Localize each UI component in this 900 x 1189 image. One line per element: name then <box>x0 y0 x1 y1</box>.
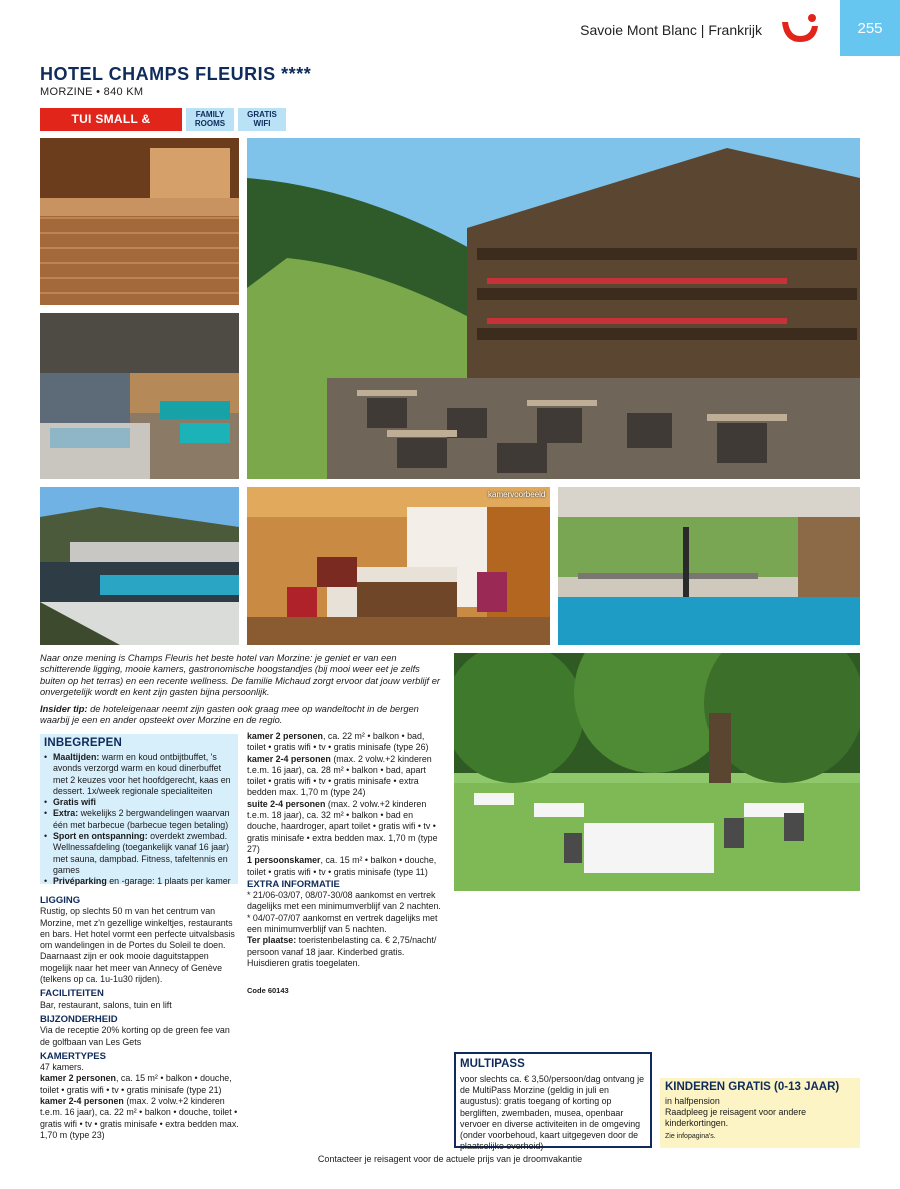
left-column <box>40 895 240 1141</box>
indoor-pool-photo <box>558 487 860 645</box>
list-item <box>44 752 236 797</box>
item-label: Sport en ontspanning: <box>53 831 148 842</box>
hotel-title: HOTEL CHAMPS FLEURIS **** <box>40 64 312 84</box>
room-text: (max. 2 volw.+2 kinderen t.e.m. 16 jaar), ca. 22 m² • balkon • douche, toilet • gratis wifi • tv • gratis minisafe • extra bedden max. 1,70 m (type 23) <box>40 1096 239 1140</box>
room-type <box>247 754 445 799</box>
ligging-title: LIGGING <box>40 895 81 906</box>
kids-free-box <box>660 1078 860 1148</box>
room-type <box>247 799 445 855</box>
kamertypes-count: 47 kamers. <box>40 1062 84 1073</box>
badge-line: ROOMS <box>194 119 226 128</box>
insider-label: Insider tip: <box>40 704 88 714</box>
tax-label: Ter plaatse: <box>247 935 297 946</box>
room-type <box>40 1073 240 1096</box>
included-title: INBEGREPEN <box>44 737 123 749</box>
list-item <box>44 876 236 887</box>
room-type <box>247 731 445 754</box>
room-name: 1 persoonskamer <box>247 855 321 866</box>
tourist-tax <box>247 935 445 969</box>
room-name: kamer 2-4 personen <box>247 753 331 764</box>
extra-info-line: * 21/06-03/07, 08/07-30/08 aankomst en vertrek dagelijks met een minimumverblijf van 2 nachten. <box>247 890 441 912</box>
room-type <box>247 855 445 878</box>
list-item <box>44 797 236 808</box>
garden-restaurant-photo <box>454 653 860 891</box>
room-name: kamer 2 personen <box>247 731 323 741</box>
room-text: (max. 2 volw.+2 kinderen t.e.m. 18 jaar), ca. 32 m² • balkon • bad en douche, haardroger, apart toilet • gratis wifi • tv • gratis minisafe • extra bedden max. 1,70 m (type 27) <box>247 798 438 854</box>
family-rooms-badge <box>186 108 234 131</box>
bedroom-photo <box>247 487 550 645</box>
faciliteiten-text: Bar, restaurant, salons, tuin en lift <box>40 999 172 1010</box>
wellness-lounge-photo <box>40 313 239 479</box>
photo-caption: kamervoorbeeld <box>488 490 546 499</box>
item-text: en -garage: 1 plaats per kamer <box>106 876 231 887</box>
included-list <box>44 752 236 888</box>
kamertypes-title: KAMERTYPES <box>40 1050 106 1062</box>
item-label: Extra: <box>53 808 79 819</box>
badge-line: WIFI <box>253 119 271 128</box>
free-wifi-badge <box>238 108 286 131</box>
room-name: kamer 2-4 personen <box>40 1096 124 1107</box>
badge-line: GRATIS <box>247 110 277 119</box>
faciliteiten-title: FACILITEITEN <box>40 988 104 1000</box>
hotel-exterior-terrace-photo <box>247 138 860 479</box>
intro-text: Naar onze mening is Champs Fleuris het beste hotel van Morzine: je geniet er van een schitterende ligging, mooie kamers, gastronomische hoogstandjes (bij mooi weer eet je zelfs buiten op het terras) en een recente wellness. De familie Michaud zorgt ervoor dat jouw verblijf er onvergetelijk wordt en kent zijn gasten bijna persoonlijk. <box>40 653 440 697</box>
bijzonderheid-title: BIJZONDERHEID <box>40 1013 118 1025</box>
kids-line: in halfpension <box>665 1096 720 1106</box>
region-breadcrumb: Savoie Mont Blanc | Frankrijk <box>580 22 762 38</box>
tui-small-friendly-badge: TUI SMALL & <box>40 108 182 131</box>
list-item <box>44 831 236 876</box>
page-footer: Contacteer je reisagent voor de actuele prijs van je droomvakantie <box>317 1154 583 1164</box>
item-label: Gratis wifi <box>53 797 96 808</box>
page-number-tab <box>840 0 900 56</box>
room-text: , ca. 15 m² • balkon • douche, toilet • gratis wifi • tv • gratis minisafe (type 11) <box>247 855 437 877</box>
room-name: kamer 2 personen <box>40 1073 116 1084</box>
insider-text: de hoteleigenaar neemt zijn gasten ook graag mee op wandeltocht in de bergen waarbij je een en ander opsteekt over Morzine en de regio. <box>40 704 419 726</box>
page-number: 255 <box>857 20 883 37</box>
page-header <box>0 0 900 60</box>
item-label: Maaltijden: <box>53 752 100 762</box>
room-text: , ca. 15 m² • balkon • douche, toilet • gratis wifi • tv • gratis minisafe (type 21) <box>40 1073 232 1095</box>
extra-info-line: * 04/07-07/07 aankomst en vertrek dagelijks met een minimumverblijf van 5 nachten. <box>247 912 438 935</box>
sauna-photo <box>40 138 239 305</box>
multipass-title: MULTIPASS <box>460 1058 525 1070</box>
item-text: wekelijks 2 bergwandelingen waarvan één met barbecue (barbecue tegen betaling) <box>53 808 230 830</box>
hotel-location: MORZINE • 840 KM <box>40 86 144 98</box>
ligging-text: Rustig, op slechts 50 m van het centrum van Morzine, met z'n gezellige winkeltjes, restaurants en bars. Het hotel vormt een perfecte uitvalsbasis om wandelingen in de Portes du Soleil te doen. Daarnaast zijn er ook mooie daguitstappen mogelijk naar het meer van Annecy of Genève (telkens op ca. 1u-1u30 rijden). <box>40 906 235 985</box>
room-text: (max. 2 volw.+2 kinderen t.e.m. 16 jaar), ca. 28 m² • balkon • bad, apart toilet • gratis wifi • tv • gratis minisafe • extra bedden max. 1,70 m (type 24) <box>247 753 432 798</box>
room-name: suite 2-4 personen <box>247 798 326 809</box>
middle-column <box>247 731 445 997</box>
extra-info-title: EXTRA INFORMATIE <box>247 878 340 890</box>
product-code: Code 60143 <box>247 986 289 996</box>
kids-text <box>665 1096 855 1130</box>
kids-note: Zie infopagina's. <box>665 1133 716 1140</box>
item-label: Privéparking <box>53 876 107 887</box>
bijzonderheid-text: Via de receptie 20% korting op de green fee van de golfbaan van Les Gets <box>40 1025 230 1047</box>
multipass-text: voor slechts ca. € 3,50/persoon/dag ontvang je de MultiPass Morzine (geldig in juli en augustus): gratis toegang of korting op bergliften, zwembaden, musea, openbaar vervoer en diverse activiteiten in de omgeving (onder voorbehoud, kaart uitgegeven door de plaatselijke overheid) <box>460 1074 645 1152</box>
tui-logo-icon <box>778 12 822 48</box>
room-type <box>40 1096 240 1141</box>
multipass-box <box>454 1052 652 1152</box>
item-text: warm en koud ontbijtbuffet, 's avonds verzorgd warm en koud dinerbuffet met 2 keuzes voor het hoofdgerecht, kaas en dessert. 1x/week regionale specialiteiten <box>53 752 231 796</box>
included-box <box>40 734 238 887</box>
pool-exterior-photo <box>40 487 239 645</box>
room-text: , ca. 22 m² • balkon • bad, toilet • gratis wifi • tv • gratis minisafe (type 26) <box>247 731 429 753</box>
item-text: overdekt zwembad. Wellnessafdeling (toegankelijk vanaf 16 jaar) met sauna, dampbad. Fitness, tafeltennis en games <box>53 831 229 875</box>
list-item <box>44 808 236 831</box>
tax-text: toeristenbelasting ca. € 2,75/nacht/ persoon vanaf 18 jaar. Kinderbed gratis. Huisdieren gratis toegelaten. <box>247 935 437 968</box>
badge-line: FAMILY <box>195 110 225 119</box>
insider-tip <box>40 704 444 727</box>
kids-title: KINDEREN GRATIS (0-13 JAAR) <box>665 1081 840 1093</box>
kids-line: Raadpleeg je reisagent voor andere kinderkortingen. <box>665 1107 807 1129</box>
